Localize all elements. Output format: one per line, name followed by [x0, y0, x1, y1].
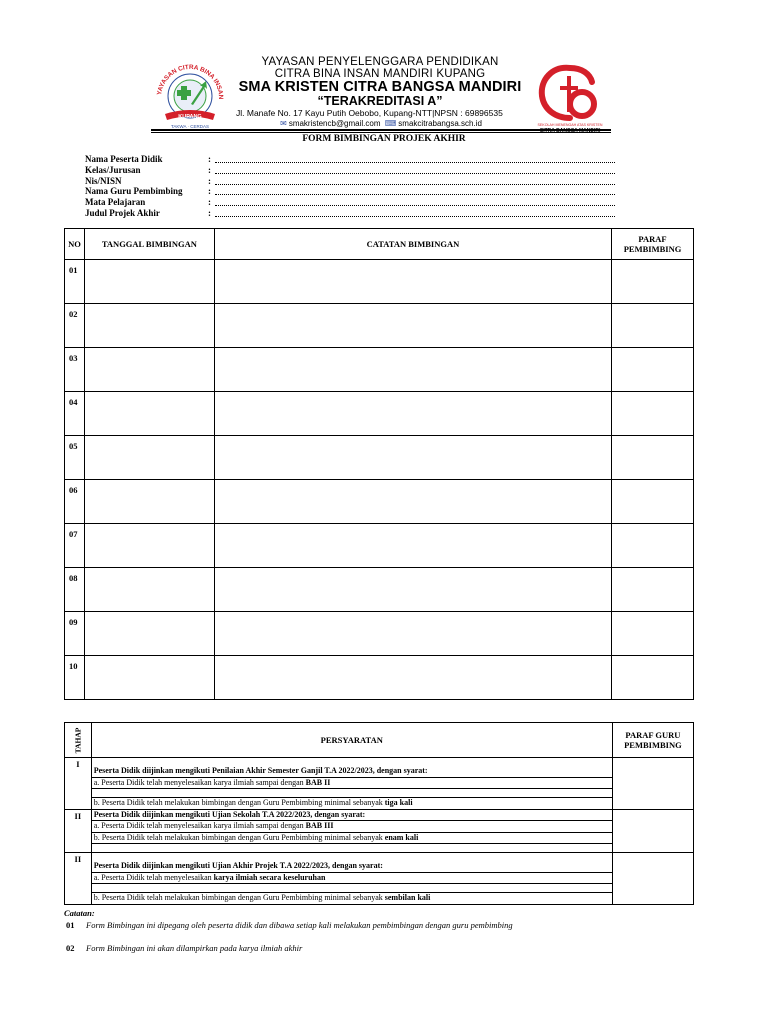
requirement-b-emphasis: tiga kali [384, 798, 413, 807]
form-title: FORM BIMBINGAN PROJEK AKHIR [302, 134, 466, 144]
note-text: Form Bimbingan ini akan dilampirkan pada karya ilmiah akhir [86, 943, 303, 953]
col-header-signature [612, 723, 693, 758]
requirement-b [92, 798, 612, 809]
requirement-a-emphasis: BAB III [305, 821, 334, 830]
date-cell[interactable] [84, 304, 214, 348]
requirement-b-text: b. Peserta Didik telah melakukan bimbingan dengan Guru Pembimbing minimal sebanyak [93, 893, 385, 902]
field-label: Kelas/Jurusan [85, 164, 141, 175]
row-number: 10 [65, 656, 85, 700]
notes-cell[interactable] [214, 392, 611, 436]
requirement-b [92, 893, 612, 904]
notes-cell[interactable] [214, 348, 611, 392]
date-cell[interactable] [84, 612, 214, 656]
col-header-signature-line2: PEMBIMBING [624, 740, 682, 750]
field-colon: : [208, 186, 211, 197]
stage-requirements [91, 853, 612, 905]
stage-requirements [91, 758, 612, 810]
requirement-b-text: b. Peserta Didik telah melakukan bimbingan dengan Guru Pembimbing minimal sebanyak [93, 832, 385, 842]
field-colon: : [208, 154, 211, 164]
table-row [65, 304, 694, 348]
table-row [65, 524, 694, 568]
field-row[interactable] [85, 197, 615, 208]
row-number: 05 [65, 436, 85, 480]
logo-arc-text: YAYASAN CITRA BINA INSAN [156, 63, 225, 100]
field-fill-line[interactable] [215, 216, 615, 217]
school-address: Jl. Manafe No. 17 Kayu Putih Oebobo, Kupang-NTT|NPSN : 69896535 [236, 108, 503, 118]
date-cell[interactable] [84, 260, 214, 304]
signature-cell[interactable] [612, 568, 694, 612]
notes-cell[interactable] [214, 480, 611, 524]
table-row [65, 348, 694, 392]
requirement-b-text: b. Peserta Didik telah melakukan bimbingan dengan Guru Pembimbing minimal sebanyak [93, 798, 385, 807]
table-row [65, 656, 694, 700]
stage-header-label: TAHAP [73, 727, 83, 754]
letterhead [232, 56, 528, 129]
requirement-a-text: a. Peserta Didik telah menyelesaikan [93, 872, 214, 882]
date-cell[interactable] [84, 568, 214, 612]
stage-title: Peserta Didik diijinkan mengikuti Penilaian Akhir Semester Ganjil T.A 2022/2023, dengan syarat: [92, 766, 612, 778]
signature-cell[interactable] [612, 436, 694, 480]
field-colon: : [208, 175, 211, 186]
date-cell[interactable] [84, 656, 214, 700]
requirement-a-emphasis: BAB II [305, 777, 331, 787]
stage-title: Peserta Didik diijinkan mengikuti Ujian Sekolah T.A 2022/2023, dengan syarat: [92, 810, 612, 822]
notes-cell[interactable] [214, 260, 611, 304]
signature-cell[interactable] [612, 392, 694, 436]
school-name: SMA KRISTEN CITRA BANGSA MANDIRI [238, 79, 522, 95]
spacer [92, 758, 612, 766]
requirement-b-emphasis: enam kali [384, 832, 419, 842]
foundation-logo [151, 62, 229, 132]
school-email: smakristencb@gmail.com [288, 119, 381, 128]
field-row[interactable] [85, 208, 615, 219]
field-colon: : [208, 164, 211, 175]
col-header-notes: CATATAN BIMBINGAN [214, 229, 611, 260]
row-number: 04 [65, 392, 85, 436]
spacer [92, 853, 612, 861]
signature-cell[interactable] [612, 656, 694, 700]
row-number: 07 [65, 524, 85, 568]
row-number: 06 [65, 480, 85, 524]
col-header-signature [612, 229, 694, 260]
col-header-stage [65, 723, 92, 758]
field-fill-line[interactable] [215, 194, 615, 195]
field-row[interactable] [85, 176, 615, 187]
stage-row [65, 758, 694, 810]
date-cell[interactable] [84, 392, 214, 436]
notes-title: Catatan: [64, 908, 95, 918]
stage-row [65, 809, 694, 853]
requirements-table [64, 722, 694, 905]
header-divider [151, 129, 611, 131]
col-header-no: NO [65, 229, 85, 260]
signature-cell[interactable] [612, 758, 693, 810]
row-number: 02 [65, 304, 85, 348]
requirement-b [92, 833, 612, 845]
notes-cell[interactable] [214, 612, 611, 656]
signature-cell[interactable] [612, 480, 694, 524]
field-fill-line[interactable] [215, 205, 615, 206]
signature-cell[interactable] [612, 524, 694, 568]
identity-fields [85, 154, 615, 219]
table-row [65, 480, 694, 524]
row-number: 01 [65, 260, 85, 304]
notes-cell[interactable] [214, 656, 611, 700]
signature-cell[interactable] [612, 612, 694, 656]
note-number: 01 [66, 920, 75, 930]
notes-cell[interactable] [214, 568, 611, 612]
requirement-b-emphasis: sembilan kali [384, 893, 431, 902]
web-icon: ⌨ [384, 119, 397, 128]
table-row [65, 568, 694, 612]
table-header-row [65, 229, 694, 260]
spacer [92, 884, 612, 893]
guidance-table [64, 228, 694, 700]
signature-cell[interactable] [612, 809, 693, 853]
col-header-signature-line2: PEMBIMBING [623, 244, 682, 254]
requirement-a-text: a. Peserta Didik telah menyelesaikan karya ilmiah sampai dengan [93, 777, 306, 787]
col-header-signature-line1: PARAF GURU [625, 730, 681, 740]
notes-cell[interactable] [214, 524, 611, 568]
logo-motto: TAKWA · CERDAS [170, 124, 210, 129]
field-colon: : [208, 207, 211, 218]
signature-cell[interactable] [612, 348, 694, 392]
col-header-signature-line1: PARAF [638, 234, 667, 244]
note-item [64, 943, 704, 956]
school-website: smakcitrabangsa.sch.id [398, 119, 482, 128]
signature-cell[interactable] [612, 304, 694, 348]
requirement-a [92, 778, 612, 790]
note-text: Form Bimbingan ini dipegang oleh peserta didik dan dibawa setiap kali melakukan pembimbingan dengan guru pembimbing [86, 920, 513, 930]
accreditation: “TERAKREDITASI A” [317, 94, 443, 108]
logo-caption: CITRA BANGSA MANDIRI [539, 128, 601, 134]
signature-cell[interactable] [612, 260, 694, 304]
stage-number: I [65, 758, 92, 810]
table-row [65, 392, 694, 436]
note-item [64, 920, 704, 933]
requirement-a-emphasis: karya ilmiah secara keseluruhan [213, 872, 326, 882]
spacer [92, 844, 612, 852]
field-label: Nama Guru Pembimbing [85, 186, 183, 197]
stage-number: II [65, 809, 92, 853]
field-fill-line[interactable] [215, 184, 615, 185]
field-fill-line[interactable] [215, 173, 615, 174]
table-row [65, 612, 694, 656]
note-number: 02 [66, 943, 75, 953]
foundation-name-line1: YAYASAN PENYELENGGARA PENDIDIKAN [261, 56, 499, 68]
table-row [65, 260, 694, 304]
header-divider-thin [151, 132, 611, 133]
date-cell[interactable] [84, 348, 214, 392]
date-cell[interactable] [84, 524, 214, 568]
notes-section [64, 908, 704, 956]
field-label: Mata Pelajaran [85, 197, 146, 208]
table-header-row [65, 723, 694, 758]
requirement-a [92, 873, 612, 885]
field-fill-line[interactable] [215, 162, 615, 163]
field-row[interactable] [85, 186, 615, 197]
foundation-name-line2: CITRA BINA INSAN MANDIRI KUPANG [274, 68, 486, 80]
stage-number: II [65, 853, 92, 905]
field-label: Judul Projek Akhir [85, 207, 160, 218]
contact-line [232, 119, 528, 129]
signature-cell[interactable] [612, 853, 693, 905]
field-label: Nama Peserta Didik [85, 154, 163, 164]
email-icon: ✉ [280, 119, 287, 128]
spacer [92, 789, 612, 798]
logo-banner-text: KUPANG [178, 114, 202, 120]
notes-cell[interactable] [214, 304, 611, 348]
col-header-date: TANGGAL BIMBINGAN [84, 229, 214, 260]
logo-caption-small: SEKOLAH MENENGAH ATAS KRISTEN [537, 123, 603, 127]
table-row [65, 436, 694, 480]
row-number: 08 [65, 568, 85, 612]
col-header-requirements: PERSYARATAN [91, 723, 612, 758]
school-logo [530, 60, 610, 134]
field-row[interactable] [85, 154, 615, 165]
stage-requirements [91, 809, 612, 853]
field-colon: : [208, 197, 211, 208]
notes-cell[interactable] [214, 436, 611, 480]
requirement-a [92, 821, 612, 833]
stage-title: Peserta Didik diijinkan mengikuti Ujian Akhir Projek T.A 2022/2023, dengan syarat: [92, 861, 612, 873]
row-number: 03 [65, 348, 85, 392]
date-cell[interactable] [84, 436, 214, 480]
requirement-a-text: a. Peserta Didik telah menyelesaikan karya ilmiah sampai dengan [93, 821, 306, 830]
row-number: 09 [65, 612, 85, 656]
field-row[interactable] [85, 165, 615, 176]
field-label: Nis/NISN [85, 175, 122, 186]
stage-row [65, 853, 694, 905]
date-cell[interactable] [84, 480, 214, 524]
